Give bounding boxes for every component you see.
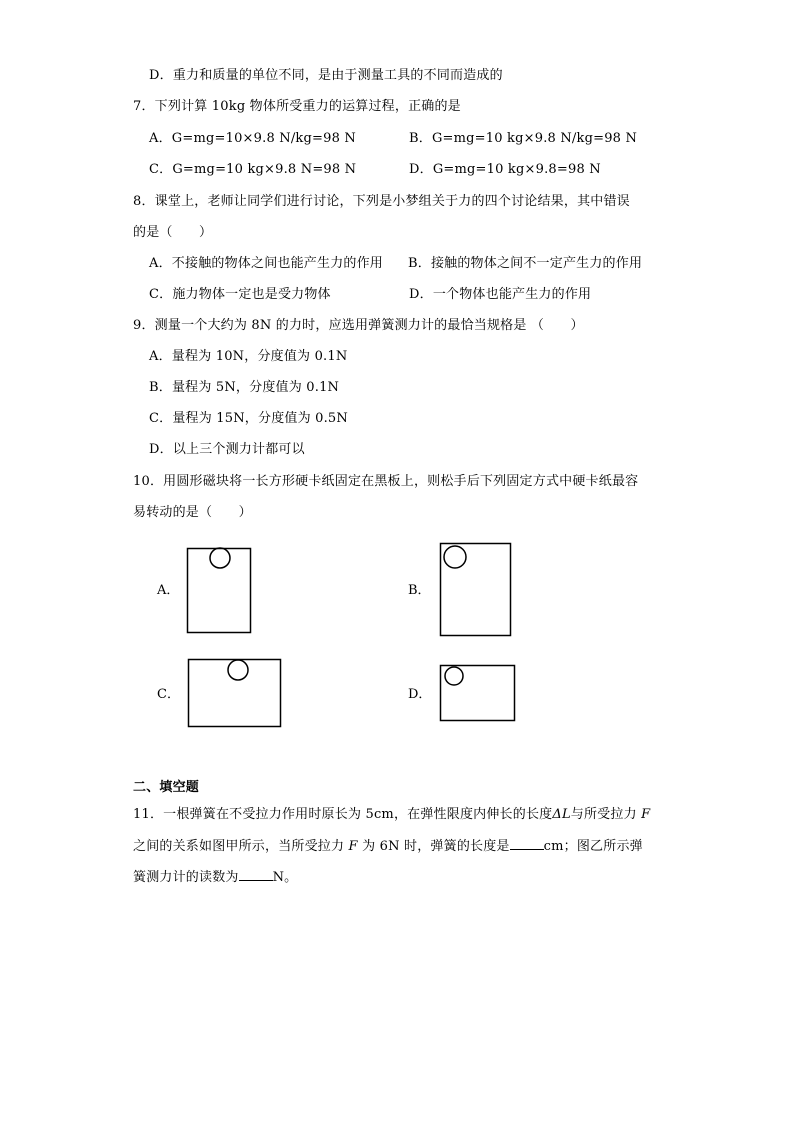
magnet-circle	[445, 667, 463, 685]
q8-option-c: C．施力物体一定也是受力物体	[149, 287, 331, 302]
q7-stem: 7．下列计算 10kg 物体所受重力的运算过程，正确的是	[133, 99, 461, 114]
q7-option-c: C．G=mg=10 kg×9.8 N=98 N	[149, 162, 357, 177]
q10-option-b-label: B．	[408, 583, 431, 598]
magnet-circle	[228, 660, 248, 680]
q8-option-d: D．一个物体也能产生力的作用	[409, 287, 592, 302]
magnet-circle	[210, 548, 230, 568]
q11-line3	[133, 868, 297, 887]
q11-blank-reading[interactable]	[239, 868, 273, 881]
q9-option-a: A．量程为 10N，分度值为 0.1N	[149, 349, 348, 364]
q11-line3-text-b: N。	[272, 870, 298, 885]
q10-option-d-figure	[439, 663, 519, 725]
q11-force-symbol: F	[641, 807, 651, 822]
q8-option-b: B．接触的物体之间不一定产生力的作用	[408, 256, 643, 271]
card-rectangle	[189, 660, 281, 727]
q10-stem-line2: 易转动的是（ ）	[133, 505, 252, 520]
q11-line2-text-b: 为 6N 时，弹簧的长度是	[362, 839, 510, 854]
q9-option-c: C．量程为 15N，分度值为 0.5N	[149, 411, 348, 426]
q10-option-a-figure	[186, 545, 256, 637]
q10-option-c-label: C．	[157, 687, 180, 702]
q7-option-d: D．G=mg=10 kg×9.8=98 N	[409, 162, 601, 177]
q9-option-b: B．量程为 5N，分度值为 0.1N	[149, 380, 340, 395]
q10-stem-line1: 10．用圆形磁块将一长方形硬卡纸固定在黑板上，则松手后下列固定方式中硬卡纸最容	[133, 474, 639, 489]
q11-line1	[133, 806, 650, 824]
q10-option-a-label: A．	[157, 583, 180, 598]
q6-option-d: D．重力和质量的单位不同，是由于测量工具的不同而造成的	[149, 68, 503, 83]
q11-line2-text-a: 之间的关系如图甲所示，当所受拉力	[133, 839, 345, 854]
q11-blank-length[interactable]	[510, 837, 544, 850]
q9-stem: 9．测量一个大约为 8N 的力时，应选用弹簧测力计的最恰当规格是 （ ）	[133, 318, 584, 333]
q11-line2	[133, 837, 643, 856]
q7-option-a: A．G=mg=10×9.8 N/kg=98 N	[149, 131, 356, 146]
q11-line3-text-a: 簧测力计的读数为	[133, 870, 239, 885]
card-rectangle	[441, 666, 515, 721]
q8-stem-line2: 的是（ ）	[133, 225, 213, 240]
card-rectangle	[188, 549, 251, 633]
q8-option-a: A．不接触的物体之间也能产生力的作用	[149, 256, 383, 271]
q11-line2-text-c: cm；图乙所示弹	[543, 839, 643, 854]
q11-delta-symbol: ΔL	[552, 807, 571, 822]
q10-option-b-figure	[439, 540, 515, 640]
q8-stem-line1: 8．课堂上，老师让同学们进行讨论，下列是小梦组关于力的四个讨论结果，其中错误	[133, 194, 630, 209]
q10-option-c-figure	[187, 656, 285, 730]
q11-line1-text-b: 与所受拉力	[570, 807, 637, 822]
q10-option-d-label: D．	[408, 687, 432, 702]
q11-line2-force-symbol: F	[348, 839, 358, 854]
q9-option-d: D．以上三个测力计都可以	[149, 442, 305, 457]
section-title-fill-in: 二、填空题	[133, 780, 200, 795]
q11-line1-text-a: 11．一根弹簧在不受拉力作用时原长为 5cm，在弹性限度内伸长的长度	[133, 807, 553, 822]
card-rectangle	[441, 544, 511, 636]
q7-option-b: B．G=mg=10 kg×9.8 N/kg=98 N	[409, 131, 638, 146]
magnet-circle	[444, 546, 466, 568]
